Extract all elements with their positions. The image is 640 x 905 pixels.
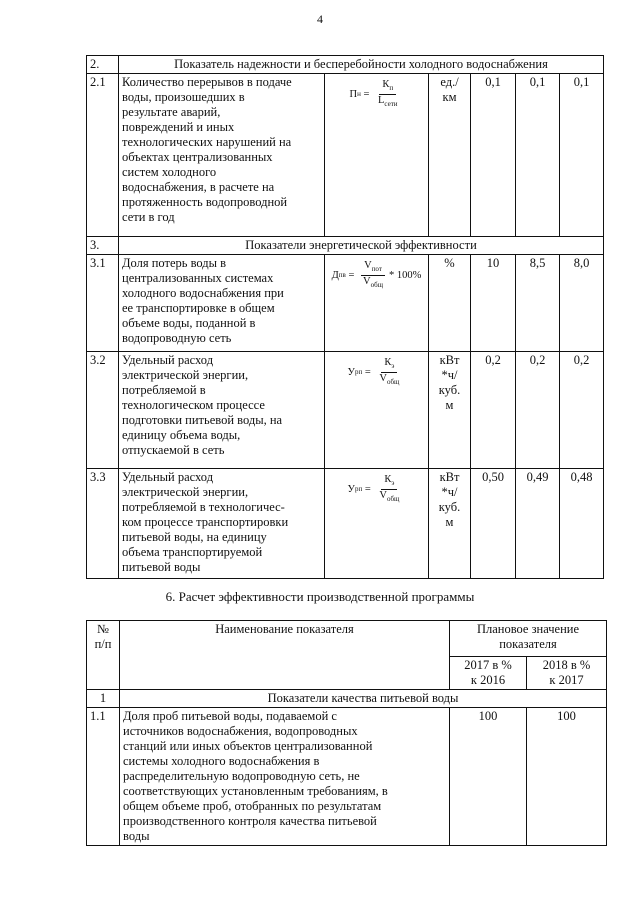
indicator-value-1: 0,1	[471, 74, 516, 237]
formula-lhs-sub: рп	[354, 368, 363, 377]
indicator-num: 2.1	[87, 74, 119, 237]
header-num: № п/п	[87, 621, 120, 690]
indicator-name: Количество перерывов в подаче воды, произошедших в результате аварий, повреждений и иных технологических нарушений на объектах централизованных систем холодного водоснабжения, в расчете на протяженность водопроводной сети в год	[119, 74, 325, 237]
formula-denominator: $L_{сети}$	[377, 95, 398, 109]
indicator-value-3: 0,48	[560, 469, 604, 579]
indicator-value-2: 0,1	[516, 74, 560, 237]
indicator-row	[87, 255, 604, 352]
indicator-num: 3.3	[87, 469, 119, 579]
formula-lhs: У	[347, 367, 355, 379]
section-6-title: 6. Расчет эффективности производственной программы	[165, 589, 475, 604]
formula	[328, 470, 425, 505]
indicator-value-3: 0,2	[560, 352, 604, 469]
indicator-num: 3.1	[87, 255, 119, 352]
formula-fraction	[360, 260, 386, 291]
indicator-unit: %	[429, 255, 471, 352]
formula-denominator: $V_{общ}$	[362, 276, 384, 290]
formula-numerator: $V_{пот}$	[361, 260, 385, 276]
indicator-unit: кВт *ч/ куб. м	[429, 352, 471, 469]
indicator-name: Удельный расход электрической энергии, потребляемой в технологичес- ком процессе транспортировки питьевой воды, на единицу объема транспортируемой питьевой воды	[119, 469, 325, 579]
indicator-formula	[325, 255, 429, 352]
formula-denominator: $V_{общ}$	[379, 373, 400, 387]
formula-suffix: * 100%	[389, 270, 422, 282]
formula-lhs: П	[349, 89, 358, 101]
formula-lhs-sub: н	[357, 90, 361, 99]
row-value-2017: 100	[450, 708, 527, 846]
formula-equals: =	[345, 270, 357, 282]
formula-fraction	[375, 79, 401, 110]
indicator-value-1: 0,2	[471, 352, 516, 469]
indicator-row	[87, 352, 604, 469]
header-year-2018: 2018 в % к 2017	[527, 657, 607, 690]
formula	[328, 75, 425, 110]
indicator-num: 3.2	[87, 352, 119, 469]
efficiency-table	[86, 620, 607, 846]
formula-lhs-sub: рп	[354, 485, 363, 494]
formula-lhs: У	[347, 484, 355, 496]
row-name: Доля проб питьевой воды, подаваемой с источников водоснабжения, водопроводных станций или иных объектов централизованной системы холодного водоснабжения в распределительную водопроводную сеть, не соответствующих установленным требованиям, в общем объеме проб, отобранных по результатам производственного контроля качества питьевой воды	[120, 708, 450, 846]
row-value-2018: 100	[527, 708, 607, 846]
formula	[328, 256, 425, 291]
section-row	[87, 237, 604, 255]
indicators-table	[86, 55, 604, 579]
section-title: Показатель надежности и бесперебойности холодного водоснабжения	[119, 56, 604, 74]
formula-equals: =	[362, 367, 374, 379]
page-number: 4	[317, 12, 323, 26]
indicator-value-2: 0,2	[516, 352, 560, 469]
indicator-value-2: 0,49	[516, 469, 560, 579]
indicator-name: Доля потерь воды в централизованных системах холодного водоснабжения при ее транспортировке в общем объеме воды, поданной в водопроводную сеть	[119, 255, 325, 352]
indicator-value-2: 8,5	[516, 255, 560, 352]
section-num: 3.	[87, 237, 119, 255]
indicator-row	[87, 469, 604, 579]
formula-lhs-sub: пв	[338, 271, 346, 280]
formula-equals: =	[362, 484, 374, 496]
formula-denominator: $V_{общ}$	[379, 490, 400, 504]
indicator-value-1: 10	[471, 255, 516, 352]
formula-fraction	[376, 357, 402, 388]
formula-numerator: $К_э$	[381, 474, 397, 490]
formula-numerator: $К_э$	[381, 357, 397, 373]
formula-equals: =	[360, 89, 372, 101]
section-title: Показатели энергетической эффективности	[119, 237, 604, 255]
indicator-row	[87, 74, 604, 237]
formula-numerator: $К_п$	[379, 79, 396, 95]
indicator-value-3: 0,1	[560, 74, 604, 237]
formula	[328, 353, 425, 388]
header-name: Наименование показателя	[120, 621, 450, 690]
section-num: 1	[87, 690, 120, 708]
indicator-value-3: 8,0	[560, 255, 604, 352]
indicator-name: Удельный расход электрической энергии, потребляемой в технологическом процессе подготовки питьевой воды, на единицу объема воды, отпускаемой в сеть	[119, 352, 325, 469]
indicator-unit: кВт *ч/ куб. м	[429, 469, 471, 579]
indicator-formula	[325, 74, 429, 237]
indicator-value-1: 0,50	[471, 469, 516, 579]
section-num: 2.	[87, 56, 119, 74]
indicator-formula	[325, 352, 429, 469]
indicator-formula	[325, 469, 429, 579]
row-num: 1.1	[87, 708, 120, 846]
formula-lhs: Д	[331, 270, 339, 282]
header-plan: Плановое значение показателя	[450, 621, 607, 657]
header-year-2017: 2017 в % к 2016	[450, 657, 527, 690]
section-title: Показатели качества питьевой воды	[120, 690, 607, 708]
formula-fraction	[376, 474, 402, 505]
indicator-unit: ед./ км	[429, 74, 471, 237]
section-row	[87, 56, 604, 74]
